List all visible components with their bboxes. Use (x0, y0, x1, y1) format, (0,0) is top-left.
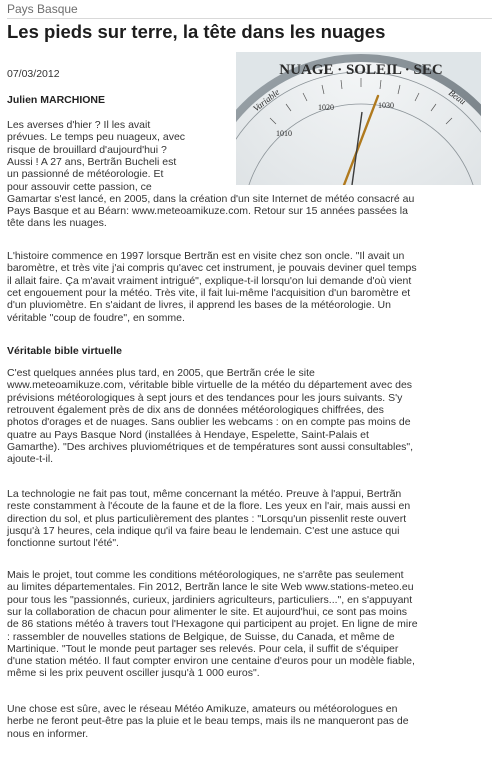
body-line: véritable "coup de foudre", en somme. (7, 311, 185, 324)
body-line: Gamartar s'est lancé, en 2005, dans la création d'un site Internet de météo consacré au (7, 192, 415, 205)
body-line: Mais le projet, tout comme les conditions météorologiques, ne s'arrête pas seulement (7, 569, 404, 581)
body-line: pour assouvir cette passion, ce (7, 180, 152, 193)
body-line: herbe ne feront peut-être pas la pluie et le beau temps, mais ils ne manqueront pas de (7, 715, 409, 728)
body-line: prévues. Le temps peu nuageux, avec (7, 131, 186, 144)
body-line: fonctionne surtout l'été". (7, 537, 119, 550)
article-date: 07/03/2012 (7, 68, 60, 80)
body-line: : rassembler de nouvelles stations de Belgique, de Suisse, du Canada, et même de (7, 630, 395, 643)
body-line: il allait faire. Ça m'avait vraiment intrigué", explique-t-il lorsqu'on lui demande d'où vient (7, 274, 412, 287)
body-line: Pays Basque et au Béarn: www.meteoamikuze.com. Retour sur 15 années passées la (7, 205, 408, 218)
body-line: même si les prix peuvent osciller jusqu'à 1 000 euros". (7, 667, 260, 680)
body-line: Martinique. "Tout le monde peut partager ses relevés. Pour cela, il suffit de s'équiper (7, 642, 399, 655)
body-line: C'est quelques années plus tard, en 2005, que Bertrãn crée le site (7, 367, 315, 379)
body-line: quatre au Pays Basque Nord (installées à Hendaye, Espelette, Saint-Palais et (7, 428, 369, 441)
barometer-photo (236, 52, 481, 185)
section-label: Pays Basque (7, 2, 78, 16)
dial-variable-label: Variable (251, 86, 282, 114)
body-line: retrouvent également près de dix ans de données météorologiques chiffrées, des (7, 403, 384, 416)
body-line: direction du sol, et plus particulièrement des plantes : "Lorsqu'un pissenlit reste ouvert (7, 512, 407, 525)
body-line: prévisions météorologiques à sept jours et des tendances pour les jours suivants. S'y (7, 391, 403, 404)
dial-beau-label: Beau (446, 87, 468, 107)
body-line: L'histoire commence en 1997 lorsque Bertrãn est en visite chez son oncle. "Il avait un (7, 250, 405, 262)
body-line: reste constamment à l'écoute de la faune et de la flore. Les yeux en l'air, mais aussi en (7, 500, 411, 513)
body-line: La technologie ne fait pas tout, même concernant la météo. Preuve à l'appui, Bertrãn (7, 488, 402, 500)
section-subhead: Véritable bible virtuelle (7, 345, 122, 357)
body-line: tête dans les nuages. (7, 217, 107, 230)
body-line: sur la collaboration de chacun pour alimenter le site. Et aujourd'hui, ce sont pas moins (7, 605, 408, 618)
body-line: nous en informer. (7, 727, 89, 740)
body-line: Aussi ! A 27 ans, Bertrãn Bucheli est (7, 155, 177, 168)
body-line: jusqu'à 17 heures, cela indique qu'il va faire beau le lendemain. C'est une astuce qui (7, 524, 400, 537)
dial-scale-1010: 1010 (276, 129, 292, 138)
body-line: Gamarthe). "Des archives pluviométriques et de températures sont aussi consultables", (7, 440, 414, 453)
body-line: ajoute-t-il. (7, 453, 54, 466)
article-author: Julien MARCHIONE (7, 94, 106, 106)
body-line: de 86 stations météo à travers tout l'Hexagone qui participent au projet. En ligne de mire (7, 618, 418, 631)
article-headline: Les pieds sur terre, la tête dans les nuages (7, 21, 386, 42)
dial-scale-1030: 1030 (378, 101, 394, 110)
body-line: photos d'orages et de nuages. Sans oublier les webcams : on en compte pas moins de (7, 416, 411, 429)
body-line: www.meteoamikuze.com, véritable bible virtuelle de la météo du département avec des (7, 379, 413, 392)
barometer-illustration (236, 52, 481, 185)
body-line: Les averses d'hier ? Il les avait (7, 119, 151, 131)
body-line: risque de brouillard d'aujourd'hui ? (7, 143, 167, 156)
body-line: un passionné de météorologie. Et (7, 168, 164, 181)
body-line: d'un pluviomètre. En s'aidant de livres, il apprend les bases de la météorologie. Un (7, 299, 391, 312)
body-line: cet engouement pour la météo. Très vite, il fait lui-même l'acquisition d'un baromètre et (7, 286, 411, 299)
dial-top-text: NUAGE · SOLEIL · SEC (279, 62, 443, 78)
body-line: d'une station météo. Il faut compter environ une centaine d'euros pour un modèle fiable, (7, 655, 415, 668)
body-line: baromètre, et très vite j'ai compris qu'avec cet instrument, je pouvais deviner quel temps (7, 262, 417, 275)
body-line: au limites départementales. Fin 2012, Bertrãn lance le site Web www.stations-meteo.eu (7, 581, 414, 594)
dial-scale-1020: 1020 (318, 103, 334, 112)
body-line: Une chose est sûre, avec le réseau Météo Amikuze, amateurs ou météorologues en (7, 703, 398, 715)
body-line: pour tous les "passionnés, curieux, jardiniers agriculteurs, particuliers...", en s'appuyant (7, 593, 413, 606)
header-divider (7, 18, 492, 19)
